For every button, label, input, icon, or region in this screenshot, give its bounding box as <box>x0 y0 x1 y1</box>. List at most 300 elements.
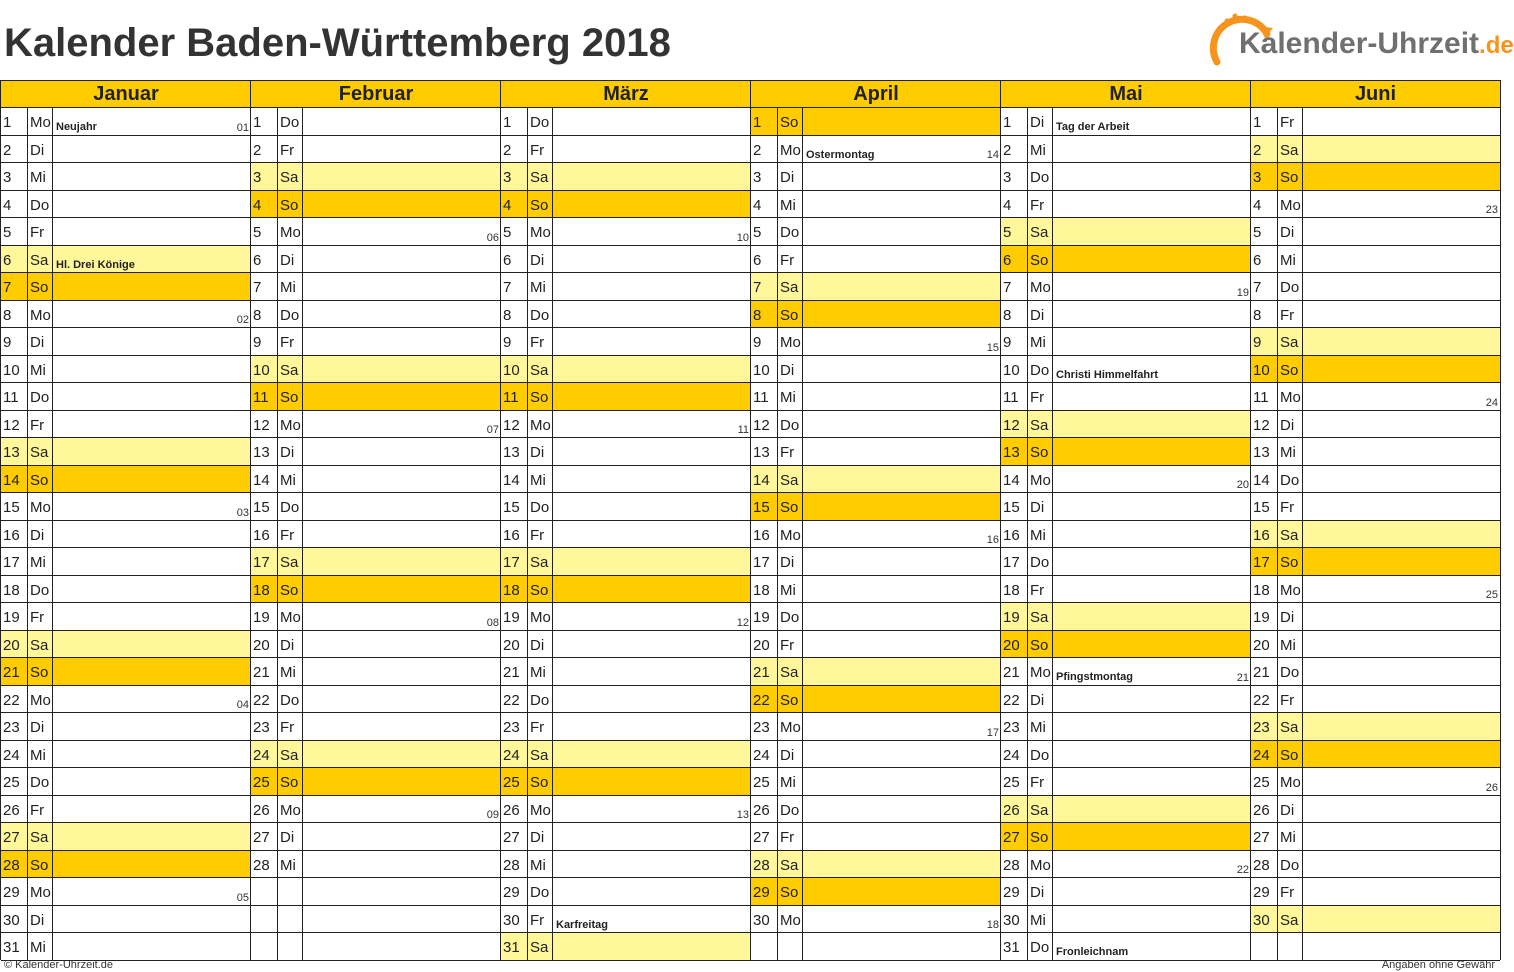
day-row[interactable] <box>501 191 751 219</box>
day-row[interactable] <box>1251 328 1500 356</box>
day-row[interactable] <box>751 246 1001 274</box>
month-header: Januar <box>1 80 251 108</box>
day-row[interactable] <box>251 658 501 686</box>
day-number: 22 <box>1253 691 1270 709</box>
weekday-label: Di <box>777 163 803 190</box>
day-number: 10 <box>753 361 770 379</box>
day-number: 17 <box>1003 554 1020 571</box>
weekday-label: Sa <box>1277 521 1303 548</box>
day-row[interactable] <box>751 933 1001 961</box>
day-row[interactable] <box>1001 493 1251 521</box>
day-row[interactable] <box>251 878 501 906</box>
day-row[interactable] <box>1251 768 1500 796</box>
week-number: 24 <box>1485 396 1498 409</box>
day-number: 11 <box>253 389 269 406</box>
day-row[interactable] <box>1 548 251 576</box>
day-row[interactable] <box>1001 768 1251 796</box>
day-row[interactable] <box>1001 713 1251 741</box>
weekday-label: So <box>277 576 303 603</box>
weekday-label: Di <box>277 246 303 273</box>
day-number: 13 <box>3 444 20 461</box>
day-row[interactable] <box>1 603 251 631</box>
day-row[interactable] <box>1251 521 1500 549</box>
weekday-label: Sa <box>527 163 553 190</box>
day-row[interactable] <box>251 383 501 411</box>
day-row[interactable] <box>751 438 1001 466</box>
day-number: 26 <box>1253 801 1270 819</box>
day-row[interactable] <box>751 576 1001 604</box>
day-row[interactable] <box>751 301 1001 329</box>
day-row[interactable] <box>1251 108 1500 136</box>
weekday-label: Di <box>277 631 303 658</box>
day-number: 30 <box>753 911 770 929</box>
week-number: 04 <box>236 699 249 711</box>
day-row[interactable] <box>1001 163 1251 191</box>
day-row[interactable] <box>1 328 251 356</box>
day-row[interactable] <box>1251 741 1500 769</box>
day-row[interactable] <box>1251 878 1500 906</box>
day-row[interactable] <box>1251 191 1500 219</box>
weekday-label: Fr <box>527 906 553 933</box>
weekday-label: So <box>1277 741 1303 768</box>
month-column <box>1250 80 1501 960</box>
day-row[interactable] <box>751 631 1001 659</box>
day-row[interactable] <box>1 108 251 136</box>
day-row[interactable] <box>751 383 1001 411</box>
week-number: 26 <box>1485 781 1498 794</box>
day-row[interactable] <box>751 191 1001 219</box>
day-row[interactable] <box>751 548 1001 576</box>
day-row[interactable] <box>1 796 251 824</box>
day-row[interactable] <box>751 906 1001 934</box>
weekday-label: Sa <box>777 658 803 685</box>
holiday-label: Tag der Arbeit <box>1056 121 1130 133</box>
day-row[interactable] <box>501 686 751 714</box>
day-row[interactable] <box>1 906 251 934</box>
day-row[interactable] <box>501 328 751 356</box>
day-row[interactable] <box>751 823 1001 851</box>
day-row[interactable] <box>1 823 251 851</box>
day-row[interactable] <box>751 878 1001 906</box>
day-row[interactable] <box>1 466 251 494</box>
day-row[interactable] <box>251 438 501 466</box>
day-row[interactable] <box>751 411 1001 439</box>
day-row[interactable] <box>751 466 1001 494</box>
day-number: 19 <box>1003 609 1020 626</box>
day-row[interactable] <box>1251 356 1500 384</box>
day-number: 27 <box>753 829 770 846</box>
weekday-label: Mi <box>1277 631 1303 658</box>
day-row[interactable] <box>501 356 751 384</box>
day-row[interactable] <box>751 163 1001 191</box>
weekday-label: Do <box>527 108 553 135</box>
weekday-label: Sa <box>1027 411 1053 438</box>
day-number: 19 <box>753 609 770 626</box>
day-row[interactable] <box>1251 438 1500 466</box>
day-number: 14 <box>253 471 270 489</box>
day-row[interactable] <box>751 686 1001 714</box>
day-row[interactable] <box>501 521 751 549</box>
day-row[interactable] <box>751 136 1001 164</box>
weekday-label: Mi <box>1027 521 1053 548</box>
day-number: 23 <box>753 719 770 736</box>
weekday-label: Fr <box>777 631 803 658</box>
weekday-label: Do <box>277 493 303 520</box>
day-number: 12 <box>503 416 520 434</box>
day-number: 25 <box>253 774 270 791</box>
day-row[interactable] <box>1001 466 1251 494</box>
day-row[interactable] <box>1001 548 1251 576</box>
weekday-label: Fr <box>1277 686 1303 713</box>
weekday-label: Do <box>527 493 553 520</box>
day-row[interactable] <box>1001 906 1251 934</box>
day-row[interactable] <box>251 796 501 824</box>
day-row[interactable] <box>1251 246 1500 274</box>
day-row[interactable] <box>1251 493 1500 521</box>
day-number: 4 <box>1253 196 1262 214</box>
day-row[interactable] <box>251 823 501 851</box>
day-row[interactable] <box>751 218 1001 246</box>
day-row[interactable] <box>251 466 501 494</box>
day-row[interactable] <box>1001 411 1251 439</box>
day-row[interactable] <box>751 768 1001 796</box>
day-row[interactable] <box>1251 851 1500 879</box>
day-row[interactable] <box>1 411 251 439</box>
week-number: 01 <box>236 121 249 134</box>
day-row[interactable] <box>1001 108 1251 136</box>
day-row[interactable] <box>751 603 1001 631</box>
day-row[interactable] <box>1001 658 1251 686</box>
day-row[interactable] <box>501 658 751 686</box>
day-number: 1 <box>253 114 262 131</box>
day-row[interactable] <box>1 301 251 329</box>
day-row[interactable] <box>251 328 501 356</box>
day-row[interactable] <box>501 576 751 604</box>
weekday-label: Mo <box>1027 273 1053 300</box>
day-row[interactable] <box>501 631 751 659</box>
day-number: 9 <box>753 334 762 351</box>
logo-wordmark <box>1239 24 1514 66</box>
weekday-label: Do <box>527 878 553 905</box>
day-row[interactable] <box>1251 603 1500 631</box>
day-row[interactable] <box>501 108 751 136</box>
day-row[interactable] <box>1251 796 1500 824</box>
day-number: 14 <box>1253 471 1270 489</box>
weekday-label: Di <box>27 521 53 548</box>
month-header: April <box>751 80 1001 108</box>
week-number: 15 <box>986 341 999 354</box>
day-row[interactable] <box>1001 383 1251 411</box>
day-row[interactable] <box>1 493 251 521</box>
day-number: 24 <box>753 746 770 764</box>
day-number: 13 <box>1253 444 1270 461</box>
day-row[interactable] <box>1 438 251 466</box>
day-row[interactable] <box>1251 713 1500 741</box>
day-row[interactable] <box>1001 576 1251 604</box>
day-number: 8 <box>1003 306 1012 324</box>
day-row[interactable] <box>1001 191 1251 219</box>
day-number: 24 <box>3 746 20 764</box>
day-row[interactable] <box>1251 136 1500 164</box>
weekday-label: Sa <box>1277 906 1303 933</box>
day-row[interactable] <box>1251 218 1500 246</box>
weekday-label: Di <box>1027 878 1053 905</box>
day-row[interactable] <box>501 301 751 329</box>
weekday-label: Sa <box>277 548 303 575</box>
day-number: 1 <box>503 114 512 131</box>
day-row[interactable] <box>1251 906 1500 934</box>
day-number: 23 <box>503 719 520 736</box>
day-number: 7 <box>3 279 12 296</box>
site-logo[interactable] <box>1205 4 1514 68</box>
day-number: 14 <box>1003 471 1020 489</box>
day-row[interactable] <box>1001 218 1251 246</box>
day-row[interactable] <box>501 906 751 934</box>
day-row[interactable] <box>1251 686 1500 714</box>
day-number: 30 <box>1253 911 1270 929</box>
day-row[interactable] <box>1251 933 1500 961</box>
day-row[interactable] <box>251 356 501 384</box>
day-row[interactable] <box>1001 933 1251 961</box>
weekday-label: Mi <box>1027 906 1053 933</box>
day-number: 25 <box>1003 774 1020 791</box>
day-row[interactable] <box>751 796 1001 824</box>
day-row[interactable] <box>1 878 251 906</box>
weekday-label: Mo <box>1277 191 1303 218</box>
day-row[interactable] <box>251 576 501 604</box>
day-number: 1 <box>3 114 12 131</box>
weekday-label: Mo <box>527 603 553 630</box>
day-row[interactable] <box>1251 631 1500 659</box>
day-number: 15 <box>253 499 270 516</box>
day-row[interactable] <box>1 521 251 549</box>
day-row[interactable] <box>1 713 251 741</box>
day-row[interactable] <box>251 603 501 631</box>
day-row[interactable] <box>501 136 751 164</box>
day-number: 24 <box>1253 746 1270 764</box>
day-row[interactable] <box>751 356 1001 384</box>
day-row[interactable] <box>751 741 1001 769</box>
day-row[interactable] <box>501 603 751 631</box>
day-row[interactable] <box>501 493 751 521</box>
day-row[interactable] <box>751 108 1001 136</box>
day-row[interactable] <box>1 356 251 384</box>
day-row[interactable] <box>251 136 501 164</box>
day-number: 23 <box>3 719 20 736</box>
weekday-label: Mo <box>527 218 553 245</box>
day-row[interactable] <box>1251 576 1500 604</box>
day-row[interactable] <box>751 851 1001 879</box>
day-row[interactable] <box>251 521 501 549</box>
day-row[interactable] <box>1 741 251 769</box>
day-row[interactable] <box>501 851 751 879</box>
day-row[interactable] <box>1001 823 1251 851</box>
month-column <box>0 80 251 960</box>
weekday-label: Mo <box>777 521 803 548</box>
day-row[interactable] <box>1 218 251 246</box>
day-row[interactable] <box>751 273 1001 301</box>
day-row[interactable] <box>501 933 751 961</box>
weekday-label: Di <box>1277 218 1303 245</box>
day-number: 30 <box>1003 911 1020 929</box>
weekday-label: Do <box>277 686 303 713</box>
day-number: 9 <box>253 334 262 351</box>
day-row[interactable] <box>1 686 251 714</box>
day-row[interactable] <box>1001 301 1251 329</box>
day-row[interactable] <box>1001 851 1251 879</box>
day-row[interactable] <box>1001 796 1251 824</box>
day-row[interactable] <box>251 108 501 136</box>
day-row[interactable] <box>251 933 501 961</box>
day-row[interactable] <box>1001 631 1251 659</box>
day-row[interactable] <box>1001 741 1251 769</box>
weekday-label: Mo <box>27 493 53 520</box>
day-row[interactable] <box>1251 301 1500 329</box>
day-row[interactable] <box>1001 686 1251 714</box>
day-row[interactable] <box>251 686 501 714</box>
day-number: 4 <box>753 196 762 214</box>
day-row[interactable] <box>1 631 251 659</box>
weekday-label: Fr <box>277 713 303 740</box>
day-row[interactable] <box>1001 328 1251 356</box>
day-row[interactable] <box>251 768 501 796</box>
day-row[interactable] <box>251 301 501 329</box>
day-row[interactable] <box>1001 273 1251 301</box>
weekday-label: Di <box>27 906 53 933</box>
day-row[interactable] <box>1251 466 1500 494</box>
day-number: 29 <box>753 884 770 901</box>
weekday-label: Do <box>1027 356 1053 383</box>
day-row[interactable] <box>501 218 751 246</box>
day-row[interactable] <box>1 383 251 411</box>
day-row[interactable] <box>1 191 251 219</box>
day-number: 10 <box>3 361 20 379</box>
day-row[interactable] <box>501 713 751 741</box>
day-row[interactable] <box>1001 521 1251 549</box>
day-row[interactable] <box>1 933 251 961</box>
day-row[interactable] <box>501 878 751 906</box>
day-row[interactable] <box>751 658 1001 686</box>
day-row[interactable] <box>1251 548 1500 576</box>
weekday-label: Sa <box>777 273 803 300</box>
day-number: 14 <box>3 471 20 489</box>
weekday-label: Di <box>27 328 53 355</box>
day-row[interactable] <box>251 273 501 301</box>
day-row[interactable] <box>1251 658 1500 686</box>
day-number: 26 <box>1003 801 1020 819</box>
weekday-label: Fr <box>1027 383 1053 410</box>
day-number: 9 <box>3 334 12 351</box>
day-row[interactable] <box>501 163 751 191</box>
weekday-label: Do <box>777 603 803 630</box>
day-row[interactable] <box>751 328 1001 356</box>
day-row[interactable] <box>501 796 751 824</box>
day-row[interactable] <box>1 768 251 796</box>
day-row[interactable] <box>1251 163 1500 191</box>
day-row[interactable] <box>1001 878 1251 906</box>
weekday-label: Fr <box>277 328 303 355</box>
weekday-label: Sa <box>27 631 53 658</box>
day-row[interactable] <box>501 548 751 576</box>
day-row[interactable] <box>251 493 501 521</box>
weekday-label: Do <box>1027 933 1053 960</box>
day-row[interactable] <box>251 851 501 879</box>
day-row[interactable] <box>501 383 751 411</box>
weekday-label: So <box>777 493 803 520</box>
weekday-label: Sa <box>527 356 553 383</box>
day-row[interactable] <box>1251 273 1500 301</box>
day-row[interactable] <box>501 741 751 769</box>
day-number: 30 <box>503 911 520 929</box>
day-row[interactable] <box>251 713 501 741</box>
day-row[interactable] <box>1 851 251 879</box>
day-row[interactable] <box>251 246 501 274</box>
week-number: 13 <box>736 809 749 821</box>
day-row[interactable] <box>251 411 501 439</box>
day-row[interactable] <box>1251 383 1500 411</box>
day-row[interactable] <box>501 768 751 796</box>
day-row[interactable] <box>751 521 1001 549</box>
day-row[interactable] <box>501 411 751 439</box>
day-row[interactable] <box>1 163 251 191</box>
day-row[interactable] <box>251 906 501 934</box>
day-row[interactable] <box>1001 136 1251 164</box>
day-row[interactable] <box>1 576 251 604</box>
day-row[interactable] <box>501 823 751 851</box>
day-number: 1 <box>753 114 762 131</box>
day-row[interactable] <box>1251 411 1500 439</box>
day-row[interactable] <box>1 136 251 164</box>
day-row[interactable] <box>1 273 251 301</box>
day-row[interactable] <box>251 631 501 659</box>
day-row[interactable] <box>1001 246 1251 274</box>
day-number: 16 <box>753 526 770 544</box>
day-row[interactable] <box>1251 823 1500 851</box>
day-row[interactable] <box>251 163 501 191</box>
day-row[interactable] <box>251 741 501 769</box>
weekday-label: Di <box>777 356 803 383</box>
weekday-label: Do <box>527 301 553 328</box>
day-row[interactable] <box>251 548 501 576</box>
day-number: 21 <box>1253 664 1270 681</box>
day-number: 20 <box>1003 636 1020 654</box>
day-row[interactable] <box>1 658 251 686</box>
day-row[interactable] <box>1001 356 1251 384</box>
weekday-label: Do <box>777 411 803 438</box>
day-row[interactable] <box>251 191 501 219</box>
day-row[interactable] <box>1 246 251 274</box>
day-row[interactable] <box>501 273 751 301</box>
day-number: 4 <box>3 196 12 214</box>
day-row[interactable] <box>251 218 501 246</box>
weekday-label: Sa <box>777 466 803 493</box>
day-number: 23 <box>253 719 270 736</box>
day-number: 22 <box>503 691 520 709</box>
day-row[interactable] <box>501 466 751 494</box>
day-row[interactable] <box>1001 603 1251 631</box>
week-number: 21 <box>1236 671 1249 684</box>
day-number: 30 <box>3 911 20 929</box>
day-row[interactable] <box>751 493 1001 521</box>
day-row[interactable] <box>1001 438 1251 466</box>
day-row[interactable] <box>501 246 751 274</box>
weekday-label: Fr <box>777 823 803 850</box>
day-number: 17 <box>3 554 20 571</box>
day-number: 17 <box>503 554 520 571</box>
day-row[interactable] <box>751 713 1001 741</box>
weekday-label: Sa <box>1027 603 1053 630</box>
day-row[interactable] <box>501 438 751 466</box>
